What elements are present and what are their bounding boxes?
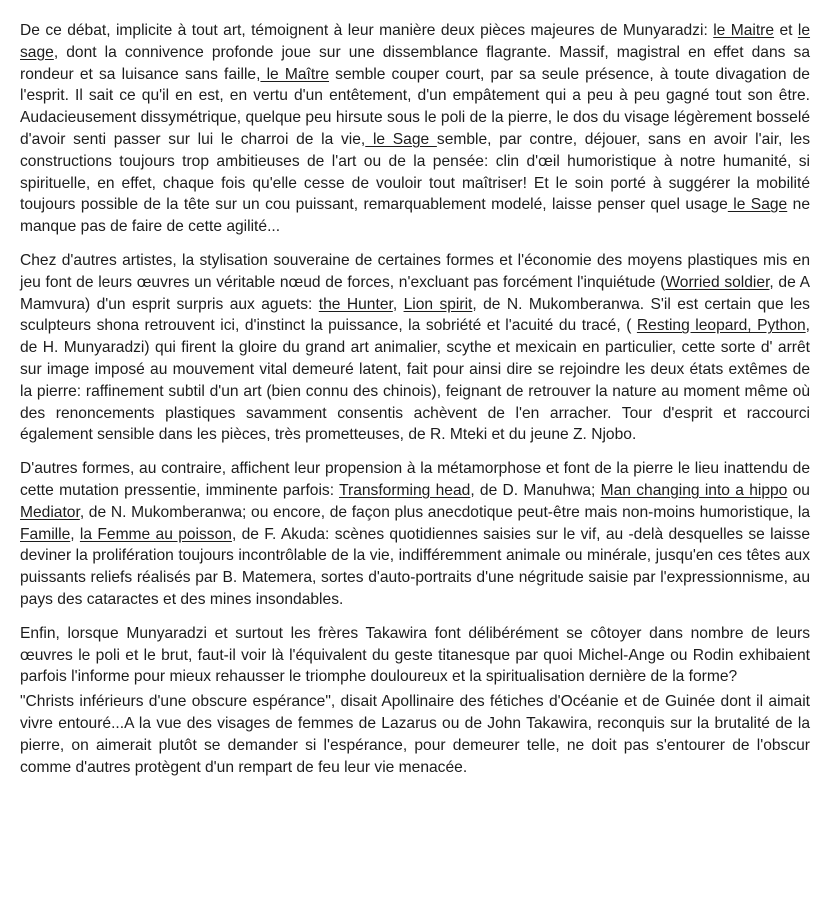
artwork-title-la-femme-au-poisson: la Femme au poisson — [79, 525, 232, 543]
artwork-title-man-changing-into-a-hippo: Man changing into a hippo — [600, 481, 788, 499]
artwork-title-le-maitre: le Maître — [260, 65, 330, 83]
artwork-title-le-sage: le Sage — [365, 130, 437, 148]
text-segment: Enfin, lorsque Munyaradzi et surtout les frères Takawira font délibérément se côtoyer dans nombre de leurs œuvres le poli et le brut, faut-il voir là l'équivalent du geste titanesque par quoi Michel-Ange ou Rodin exhibaient parfois l'informe pour mieux rehausser le triomphe douloureux et la spiritualisation dernière de la forme? — [20, 624, 810, 686]
document-page — [20, 20, 810, 778]
paragraph-3 — [20, 458, 810, 611]
artwork-title-transforming-head: Transforming head — [339, 481, 471, 499]
artwork-title-le-maitre: le Maitre — [713, 22, 775, 39]
text-segment: "Christs inférieurs d'une obscure espérance", disait Apollinaire des fétiches d'Océanie et de Guinée dont il aimait vivre entouré...A la vue des visages de femmes de Lazarus ou de John Takawira, reconquis sur la brutalité de la pierre, on aimerait plutôt se demander si l'espérance, pour demeurer telle, ne doit pas s'entourer de l'obscur comme d'autres protègent d'un rempart de feu leur vie menacée. — [20, 693, 810, 776]
paragraph-5 — [20, 691, 810, 778]
artwork-title-le-sage: le sage — [20, 22, 811, 61]
artwork-title-mediator: Mediator — [20, 503, 80, 521]
text-segment: , de H. Munyaradzi) qui firent la gloire du grand art animalier, scythe et mexicain en particulier, cette sorte d' arrêt sur image imposé au mouvement vital demeuré latent, fait pour ainsi dire se rejoindre les deux états extêmes de la pierre: raffinement subtil d'un art (bien connu des chinois), feignant de retrouver la nature au moment même où des renoncements plastiques savamment consentis achèvent de l'en arracher. Tour d'esprit et raccourci également sensible dans les pièces, très prometteuses, de R. Mteki et du jeune Z. Njobo. — [20, 317, 811, 444]
artwork-title-lion-spirit: Lion spirit — [403, 295, 473, 313]
text-segment: , — [392, 295, 404, 313]
text-segment: , de F. Akuda: scènes quotidiennes saisies sur le vif, au -delà desquelles se laisse deviner la prolifération toujours incontrôlable de la vie, indifféremment animale ou minérale, jusqu'en ces têtes aux puissants reliefs réalisés par B. Matemera, sortes d'auto-portraits d'une négritude saisie par l'expressionnisme, au pays des cataractes et des mines insondables. — [20, 525, 810, 608]
artwork-title-famille: Famille — [20, 525, 71, 543]
text-segment: , — [70, 525, 80, 543]
text-segment: semble couper court, par sa seule présence, à toute divagation de l'esprit. Il sait ce qu'il en est, en vertu d'un entêtement, d'un empâtement qui a peu à peu gagné tout son être. Audacieusement dissymétrique, quelque peu hirsute sous le poli de la pierre, le dos du visage légèrement bosselé d'avoir senti passer sur lui le charroi de la vie, — [20, 65, 810, 148]
paragraph-1 — [20, 20, 810, 238]
paragraph-2 — [20, 250, 810, 446]
text-segment: Chez d'autres artistes, la stylisation souveraine de certaines formes et l'économie des moyens plastiques mis en jeu font de leurs œuvres un véritable nœud de forces, n'excluant pas forcément l'inquiétude ( — [20, 251, 810, 291]
text-segment: semble, par contre, déjouer, sans en avoir l'air, les constructions toujours trop ambitieuses de l'art ou de la pensée: clin d'œil humoristique à notre humanité, si spirituelle, en effet, chaque fois qu'elle cesse de vouloir tout maîtriser! Et le soin porté à suggérer la mobilité toujours possible de la tête sur un cou puissant, remarquablement modelé, laisse penser quel usage — [20, 130, 810, 214]
artwork-title-resting-leopard-python: Resting leopard, Python — [636, 317, 806, 335]
text-segment: , dont la connivence profonde joue sur une dissemblance flagrante. Massif, magistral en effet dans sa rondeur et sa luisance sans faille, — [20, 43, 810, 83]
text-segment: , de N. Mukomberanwa. S'il est certain que les sculpteurs shona retrouvent ici, d'instinct la puissance, la sobriété et l'acuité du tracé, ( — [20, 295, 810, 335]
artwork-title-the-hunter: the Hunter — [318, 295, 393, 313]
text-segment: , de N. Mukomberanwa; ou encore, de façon plus anecdotique peut-être mais non-moins humoristique, la — [79, 503, 810, 521]
text-segment: ne manque pas de faire de cette agilité... — [20, 196, 810, 236]
text-segment: De ce débat, implicite à tout art, témoignent à leur manière deux pièces majeures de Munyaradzi: — [20, 22, 714, 39]
text-segment: , de D. Manuhwa; — [470, 481, 601, 499]
artwork-title-worried-soldier: Worried soldier — [665, 273, 770, 291]
text-segment: , de A Mamvura) d'un esprit surpris aux aguets: — [20, 273, 810, 313]
paragraph-4 — [20, 623, 810, 688]
text-segment: D'autres formes, au contraire, affichent leur propension à la métamorphose et font de la pierre le lieu inattendu de cette mutation pressentie, imminente parfois: — [20, 460, 810, 499]
text-segment: et — [774, 22, 798, 39]
text-segment: ou — [787, 481, 810, 499]
artwork-title-le-sage: le Sage — [727, 196, 788, 214]
